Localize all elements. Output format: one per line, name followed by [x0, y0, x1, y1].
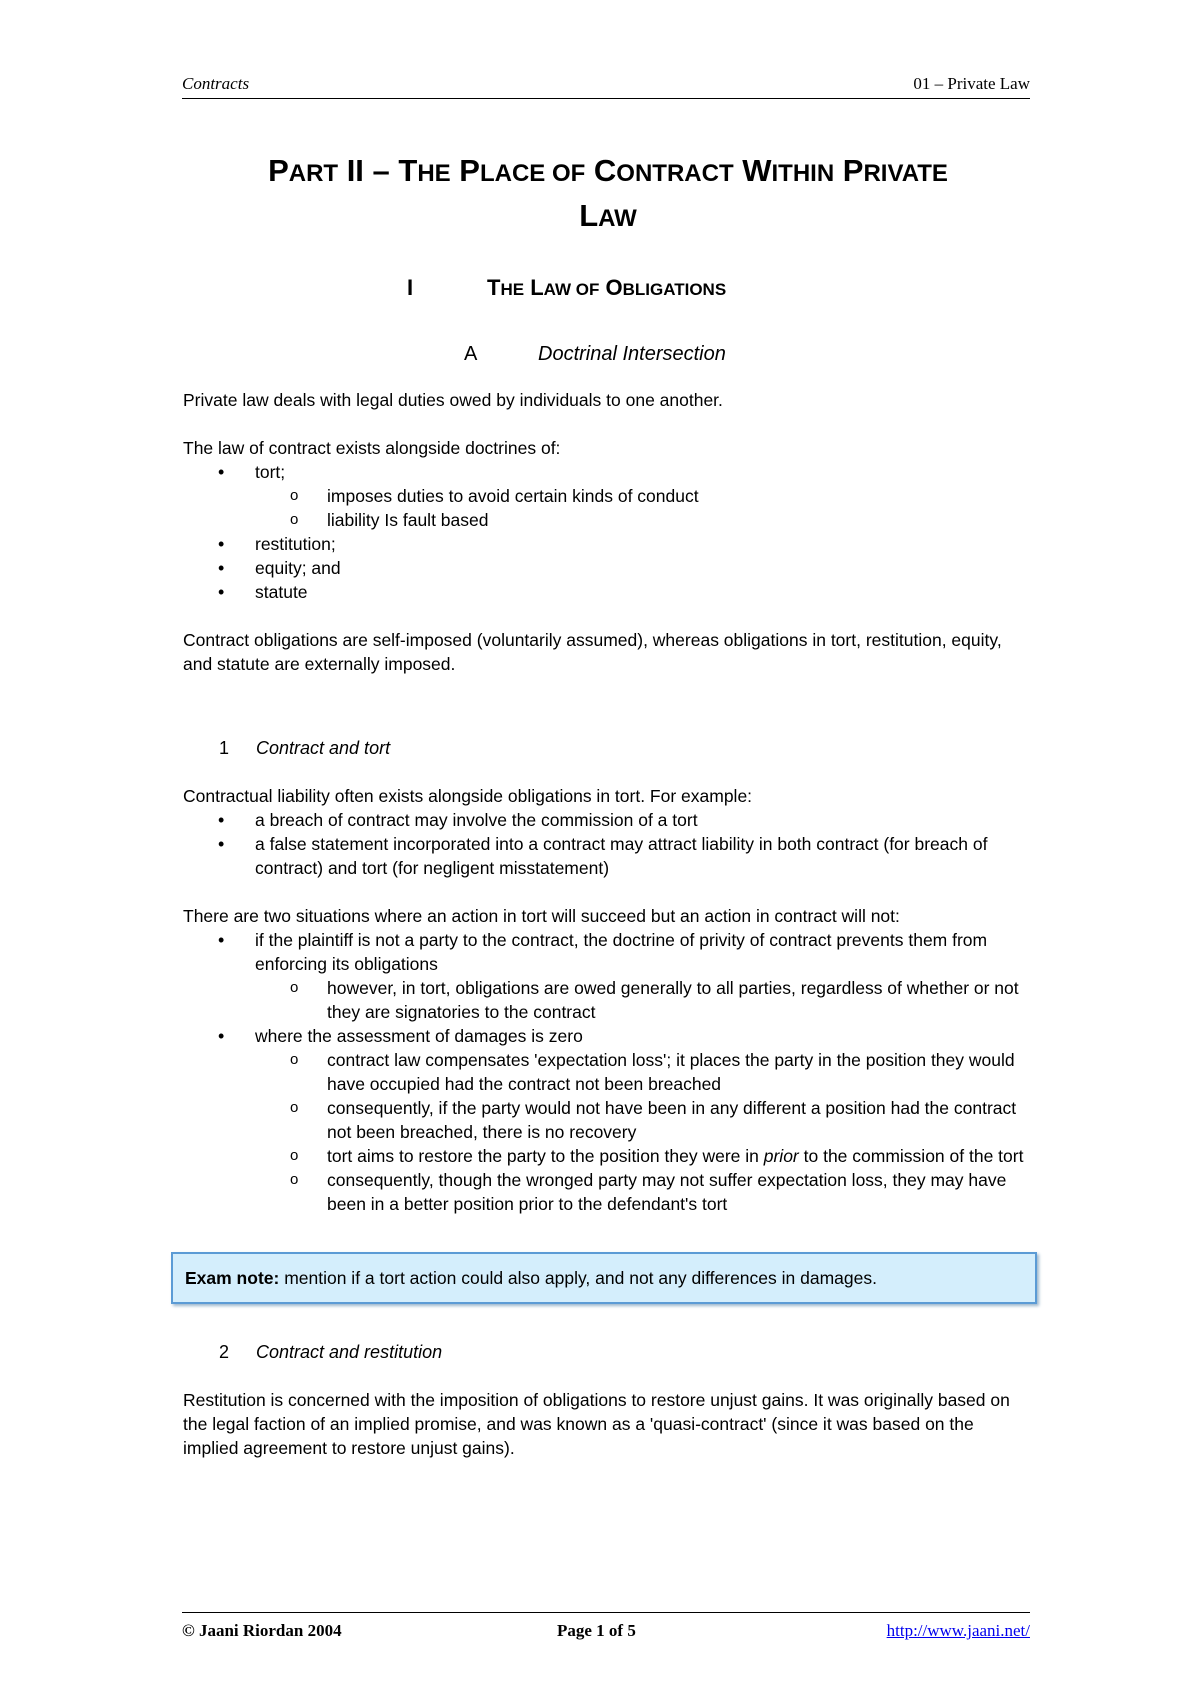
list-item: • restitution; [183, 532, 1033, 556]
paragraph: The law of contract exists alongside doctrines of: [183, 438, 561, 458]
subsection-title: Doctrinal Intersection [538, 343, 726, 365]
subsection-heading: 2 Contract and restitution [219, 1342, 443, 1362]
footer-page-number: Page 1 of 5 [557, 1621, 636, 1640]
header-right: 01 – Private Law [913, 74, 1030, 93]
exam-note-label: Exam note: [185, 1268, 280, 1288]
list-item: o consequently, if the party would not have been in any different a position had the contract not been breached, there is no recovery [255, 1096, 1033, 1144]
exam-note-text: mention if a tort action could also apply, and not any differences in damages. [279, 1268, 877, 1288]
paragraph: There are two situations where an action in tort will succeed but an action in contract will not: [183, 906, 900, 926]
list-item: o imposes duties to avoid certain kinds of conduct [255, 484, 1033, 508]
paragraph: Restitution is concerned with the imposition of obligations to restore unjust gains. It was originally based on the legal faction of an implied promise, and was known as a 'quasi-contract' (since it was based on the implied agreement to restore unjust gains). [183, 1390, 1010, 1458]
list-item: o tort aims to restore the party to the position they were in prior to the commission of the tort [255, 1144, 1033, 1168]
list-item: • a breach of contract may involve the commission of a tort [183, 808, 1033, 832]
part-title-line2: LAW [579, 198, 637, 233]
page-footer [182, 1612, 1030, 1643]
sub-list [255, 484, 1033, 532]
list-item: o however, in tort, obligations are owed generally to all parties, regardless of whether or not they are signatories to the contract [255, 976, 1033, 1024]
document-body [183, 150, 1033, 1460]
exam-note-box [171, 1252, 1037, 1304]
section-title: THE LAW OF OBLIGATIONS [487, 275, 727, 300]
page-header [182, 72, 1030, 99]
situation-list [183, 928, 1033, 1216]
part-title [183, 150, 1033, 240]
list-item: • equity; and [183, 556, 1033, 580]
paragraph: Contract obligations are self-imposed (voluntarily assumed), whereas obligations in tort, restitution, equity, and statute are externally imposed. [183, 630, 1002, 674]
footer-link[interactable]: http://www.jaani.net/ [886, 1621, 1030, 1640]
header-left: Contracts [182, 74, 250, 93]
sub-list [255, 1048, 1033, 1216]
paragraph: Contractual liability often exists alongside obligations in tort. For example: [183, 786, 753, 806]
paragraph: Private law deals with legal duties owed by individuals to one another. [183, 390, 723, 410]
part-title-line1: PART II – THE PLACE OF CONTRACT WITHIN PRIVATE [268, 153, 948, 188]
footer-copyright: © Jaani Riordan 2004 [182, 1621, 342, 1640]
list-item: • statute [183, 580, 1033, 604]
list-item: • if the plaintiff is not a party to the contract, the doctrine of privity of contract prevents them from enforcing its obligations o however, in tort, obligations are owed generally to all parties, regardless of whether or not they are signatories to the contract [183, 928, 1033, 1024]
list-item: • where the assessment of damages is zero o contract law compensates 'expectation loss'; it places the party in the position they would have occupied had the contract not been breached o consequently, if the party would not have been in any different a position had the contract not been breached, there is no recovery o tort aims to restore the party to the position they were in prior to the commission of the tort o consequently, though the wronged party may not suffer expectation loss, they may have been in a better position prior to the defendant's tort [183, 1024, 1033, 1216]
subsection-heading: 1 Contract and tort [219, 738, 391, 758]
list-item: o consequently, though the wronged party may not suffer expectation loss, they may have been in a better position prior to the defendant's tort [255, 1168, 1033, 1216]
list-item: • tort; o imposes duties to avoid certain kinds of conduct o liability Is fault based [183, 460, 1033, 532]
section-heading [183, 276, 1033, 306]
list-item: o liability Is fault based [255, 508, 1033, 532]
sub-list [255, 976, 1033, 1024]
list-item: o contract law compensates 'expectation loss'; it places the party in the position they would have occupied had the contract not been breached [255, 1048, 1033, 1096]
subsection-letter: A [464, 343, 478, 365]
subsection-heading [183, 342, 1033, 368]
section-number: I [407, 275, 414, 300]
example-list [183, 808, 1033, 880]
list-item: • a false statement incorporated into a contract may attract liability in both contract (for breach of contract) and tort (for negligent misstatement) [183, 832, 1033, 880]
doctrine-list [183, 460, 1033, 604]
